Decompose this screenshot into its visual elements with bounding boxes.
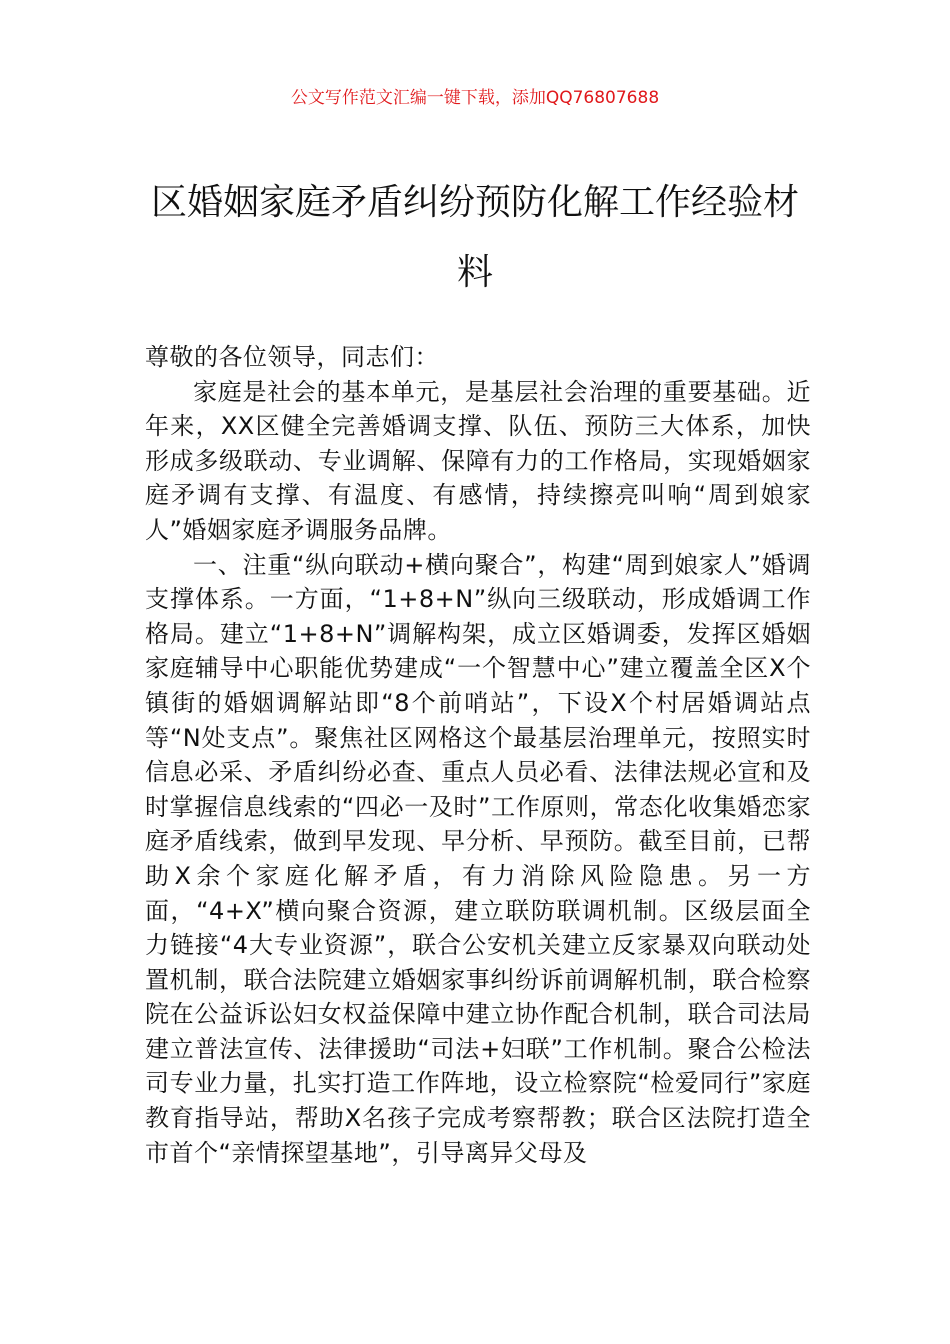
document-body — [145, 340, 811, 1170]
paragraph-intro: 家庭是社会的基本单元，是基层社会治理的重要基础。近年来，XX区健全完善婚调支撑、队伍、预防三大体系，加快形成多级联动、专业调解、保障有力的工作格局，实现婚姻家庭矛调有支撑、有温度、有感情，持续擦亮叫响“周到娘家人”婚姻家庭矛调服务品牌。 — [145, 377, 811, 544]
salutation: 尊敬的各位领导，同志们： — [145, 343, 439, 371]
document-title: 区婚姻家庭矛盾纠纷预防化解工作经验材料 — [150, 182, 799, 293]
promo-header: 公文写作范文汇编一键下载，添加QQ76807688 — [290, 88, 660, 108]
paragraph-section-one: 一、注重“纵向联动+横向聚合”，构建“周到娘家人”婚调支撑体系。一方面，“1+8+N”纵向三级联动，形成婚调工作格局。建立“1+8+N”调解构架，成立区婚调委，发挥区婚姻家庭辅导中心职能优势建成“一个智慧中心”建立覆盖全区X个镇街的婚姻调解站即“8个前哨站”，下设X个村居婚调站点等“N处支点”。聚焦社区网格这个最基层治理单元，按照实时信息必采、矛盾纠纷必查、重点人员必看、法律法规必宣和及时掌握信息线索的“四必一及时”工作原则，常态化收集婚恋家庭矛盾线索，做到早发现、早分析、早预防。截至目前，已帮助X余个家庭化解矛盾，有力消除风险隐患。另一方面，“4+X”横向聚合资源，建立联防联调机制。区级层面全力链接“4大专业资源”，联合公安机关建立反家暴双向联动处置机制，联合法院建立婚姻家事纠纷诉前调解机制，联合检察院在公益诉讼妇女权益保障中建立协作配合机制，联合司法局建立普法宣传、法律援助“司法+妇联”工作机制。聚合公检法司专业力量，扎实打造工作阵地，设立检察院“检爱同行”家庭教育指导站，帮助X名孩子完成考察帮教；联合区法院打造全市首个“亲情探望基地”，引导离异父母及 — [145, 550, 811, 1167]
